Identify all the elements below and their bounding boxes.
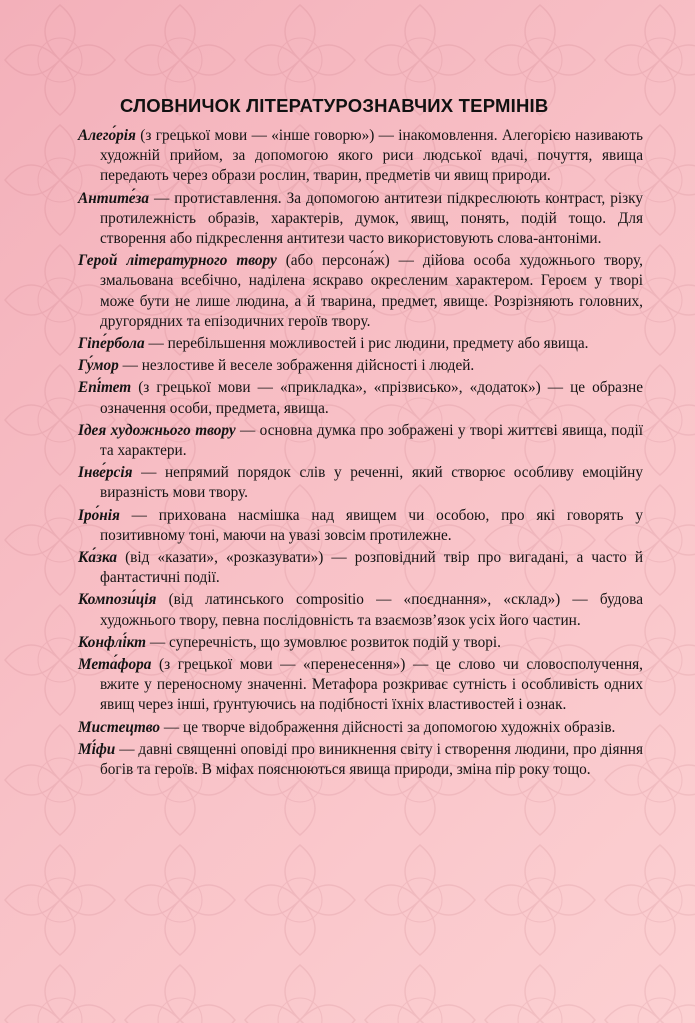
entry-definition: — перебільшення можливостей і рис людини, предмету або явища. — [144, 335, 589, 353]
entry-term: Компози́ція — [78, 591, 157, 609]
glossary-entry — [78, 378, 643, 418]
entry-definition: — непрямий порядок слів у реченні, який створює особливу емоційну виразність мови твору. — [100, 464, 643, 502]
glossary-entry — [78, 251, 643, 332]
glossary-entry — [78, 334, 643, 354]
entry-definition: — давні священні оповіді про виникнення світу і створення людини, про діяння богів та героїв. В міфах пояснюються явища природи, зміна пір року тощо. — [100, 740, 643, 779]
entry-term: Іро́нія — [78, 506, 120, 524]
entry-definition: (з грецької мови — «перенесення») — це слово чи словосполучення, вжите у переносному значенні. Метафора розкриває сутність і особливість одних явищ через інші, ґрунтуючись на подібності їхніх властивостей і ознак. — [100, 656, 643, 714]
entry-definition: — суперечність, що зумовлює розвиток подій у творі. — [146, 633, 501, 651]
entry-term: Мі́фи — [78, 740, 116, 758]
entry-term: Алего́рія — [78, 127, 136, 144]
glossary-entry — [78, 655, 643, 716]
entry-term: Епі́тет — [78, 379, 132, 397]
entry-term: Ідея художнього твору — [78, 421, 236, 439]
glossary-entry — [78, 590, 643, 630]
entry-definition: (від латинського compositio — «поєднання», «склад») — будова художнього твору, певна послідовність та взаємозв’язок усіх його частин. — [100, 591, 643, 629]
entry-definition: — це творче відображення дійсності за допомогою художніх образів. — [160, 718, 616, 736]
entry-term: Інве́рсія — [78, 464, 133, 482]
entry-term: Антите́за — [78, 189, 150, 207]
entry-term: Мета́фора — [78, 656, 152, 674]
glossary-entry — [78, 189, 643, 250]
glossary-entry — [78, 633, 643, 653]
entry-term: Гіпе́рбола — [78, 335, 145, 353]
entry-definition: — незлостиве й веселе зображення дійсності і людей. — [118, 357, 475, 375]
entry-term: Ка́зка — [78, 549, 118, 567]
glossary-entry — [78, 421, 643, 461]
entry-definition: — протиставлення. За допомогою антитези підкреслюють контраст, різку протилежність образів, характерів, думок, явищ, понять, подій тощо. Для створення або підкреслення антитези часто використовують слова-антоніми. — [100, 189, 643, 248]
glossary-entry — [78, 463, 643, 503]
glossary-entry — [78, 126, 643, 187]
page-title: СЛОВНИЧОК ЛІТЕРАТУРОЗНАВЧИХ ТЕРМІНІВ — [120, 95, 549, 116]
entry-definition: — основна думка про зображені у творі життєві явища, події та характери. — [100, 421, 643, 460]
entry-term: Гу́мор — [78, 357, 119, 375]
entry-term: Мистецтво — [78, 718, 161, 736]
entry-term: Герой літературного твору — [78, 252, 277, 270]
entry-definition: (або персона́ж) — дійова особа художнього твору, змальована всебічно, наділена яскраво окресленим характером. Героєм у творі може бути не лише людина, а й тварина, предмет, явище. Розрізняють головних, другорядних та епізодичних героїв твору. — [100, 252, 643, 330]
entry-term: Конфлі́кт — [78, 633, 147, 651]
glossary-entry — [78, 506, 643, 546]
entry-definition: (з грецької мови — «інше говорю») — інакомовлення. Алегорією називають художній прийом, за допомогою якого риси людської вдачі, почуття, явища передають через образи рослин, тварин, предметів чи явищ природи. — [100, 127, 643, 185]
glossary-entry — [78, 548, 643, 588]
glossary-page — [78, 94, 643, 782]
entry-definition: — прихована насмішка над явищем чи особою, про які говорять у позитивному тоні, маючи на увазі зовсім протилежне. — [100, 506, 643, 544]
glossary-entry — [78, 740, 643, 780]
glossary-entry — [78, 718, 643, 738]
entry-definition: (з грецької мови — «прикладка», «прізвисько», «додаток») — це образне означення особи, предмета, явища. — [100, 379, 643, 417]
glossary-entry — [78, 356, 643, 376]
entry-definition: (від «казати», «розказувати») — розповідний твір про вигадані, а часто й фантастичні події. — [100, 549, 643, 587]
